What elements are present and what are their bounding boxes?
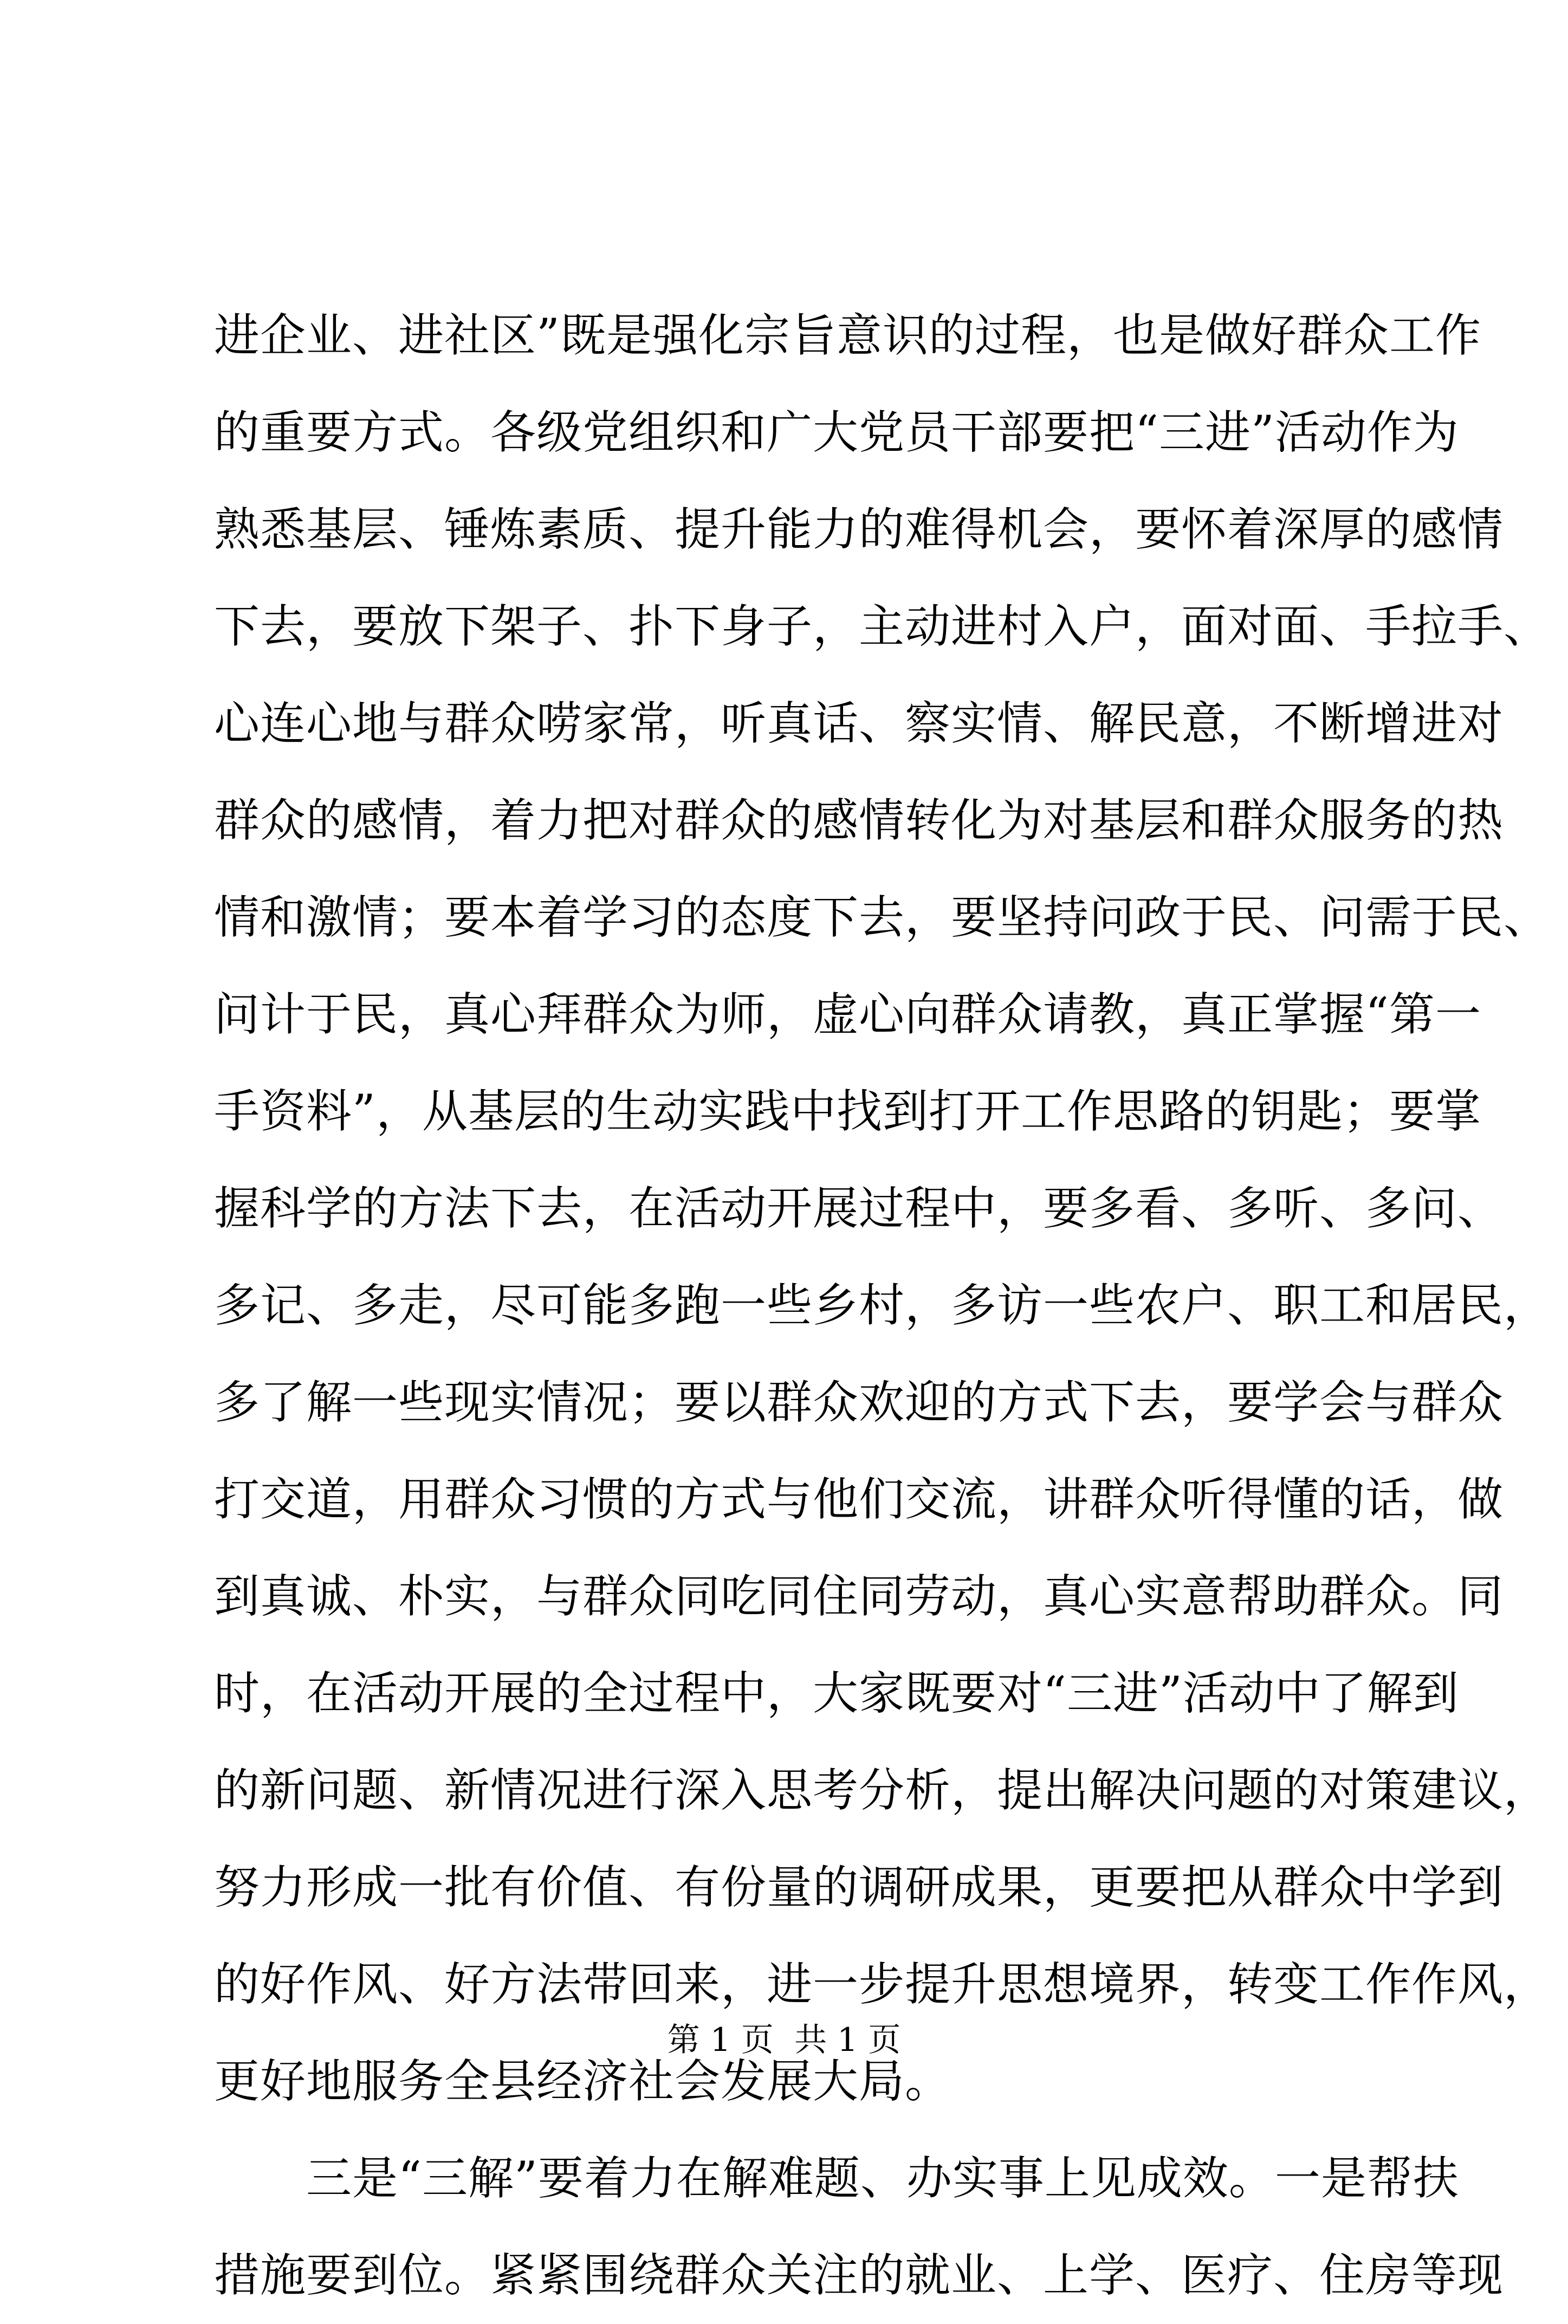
- text-line: 问计于民，真心拜群众为师，虚心向群众请教，真正掌握“第一: [214, 988, 1481, 1041]
- text-line: 三是“三解”要着力在解难题、办实事上见成效。一是帮扶: [306, 2152, 1459, 2205]
- text-line: 手资料”，从基层的生动实践中找到打开工作思路的钥匙；要掌: [214, 1085, 1481, 1138]
- text-line: 打交道，用群众习惯的方式与他们交流，讲群众听得懂的话，做: [214, 1473, 1504, 1526]
- paragraph-2: [214, 2130, 1504, 2324]
- page-number-footer: 第 1 页 共 1 页: [667, 2021, 901, 2059]
- text-line: 握科学的方法下去，在活动开展过程中，要多看、多听、多问、: [214, 1182, 1504, 1235]
- text-line: 下去，要放下架子、扑下身子，主动进村入户，面对面、手拉手、: [214, 600, 1550, 653]
- text-line: 措施要到位。紧紧围绕群众关注的就业、上学、医疗、住房等现: [214, 2249, 1504, 2302]
- paragraph-1: [214, 287, 1550, 2130]
- text-line: 的新问题、新情况进行深入思考分析，提出解决问题的对策建议，: [214, 1764, 1550, 1817]
- text-line: 更好地服务全县经济社会发展大局。: [214, 2055, 951, 2108]
- text-line: 到真诚、朴实，与群众同吃同住同劳动，真心实意帮助群众。同: [214, 1570, 1504, 1623]
- text-line: 情和激情；要本着学习的态度下去，要坚持问政于民、问需于民、: [214, 891, 1550, 944]
- text-line: 的好作风、好方法带回来，进一步提升思想境界，转变工作作风，: [214, 1958, 1550, 2011]
- text-line: 多了解一些现实情况；要以群众欢迎的方式下去，要学会与群众: [214, 1376, 1504, 1429]
- text-line: 多记、多走，尽可能多跑一些乡村，多访一些农户、职工和居民，: [214, 1279, 1550, 1332]
- text-line: 努力形成一批有价值、有份量的调研成果，更要把从群众中学到: [214, 1861, 1504, 1914]
- text-line: 心连心地与群众唠家常，听真话、察实情、解民意，不断增进对: [214, 697, 1504, 750]
- text-line: 进企业、进社区”既是强化宗旨意识的过程，也是做好群众工作: [214, 309, 1481, 362]
- text-line: 熟悉基层、锤炼素质、提升能力的难得机会，要怀着深厚的感情: [214, 503, 1504, 556]
- text-line: 时，在活动开展的全过程中，大家既要对“三进”活动中了解到: [214, 1667, 1459, 1720]
- text-line: 群众的感情，着力把对群众的感情转化为对基层和群众服务的热: [214, 794, 1504, 847]
- text-line: 的重要方式。各级党组织和广大党员干部要把“三进”活动作为: [214, 406, 1459, 459]
